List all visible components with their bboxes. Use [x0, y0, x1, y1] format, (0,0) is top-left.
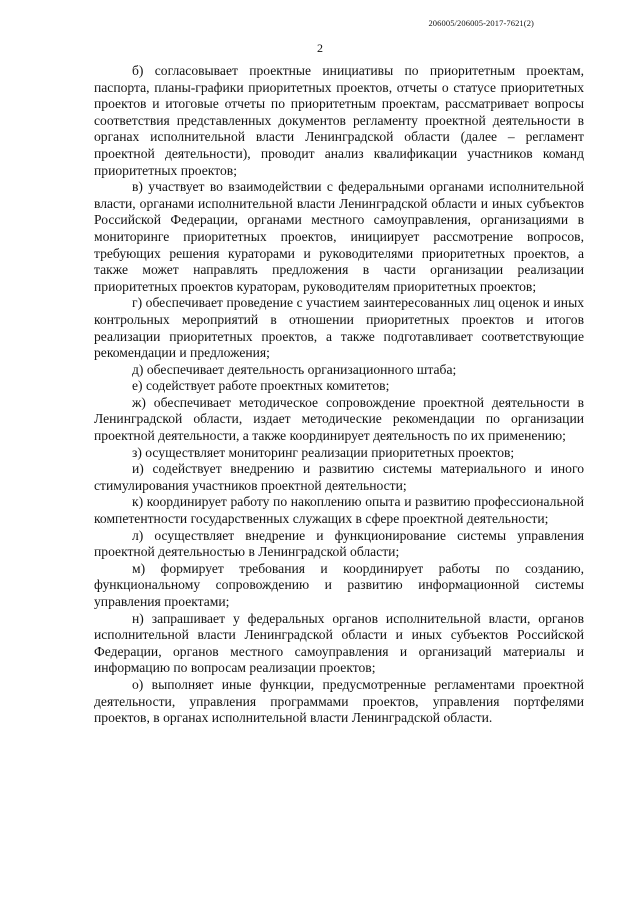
paragraph-z: з) осуществляет мониторинг реализации приоритетных проектов; — [132, 444, 515, 460]
paragraph-g: г) обеспечивает проведение с участием заинтересованных лиц оценок и иных контрольных мероприятий в отношении приоритетных проектов и итогов реализации приоритетных проектов, а также подготавливает соответствующие рекомендации и предложения; — [94, 295, 584, 361]
paragraph-e: е) содействует работе проектных комитетов; — [132, 378, 390, 394]
paragraph-l: л) осуществляет внедрение и функционирование системы управления проектной деятельностью в Ленинградской области; — [94, 527, 584, 560]
paragraph-m: м) формирует требования и координирует работы по созданию, функциональному сопровождению и развитию информационной системы управления проектами; — [94, 560, 584, 609]
paragraph-n: н) запрашивает у федеральных органов исполнительной власти, органов исполнительной власти Ленинградской области и иных субъектов Российской Федерации, органов местного самоуправления и организаций материалы и информацию по вопросам реализации проектов; — [94, 610, 584, 676]
document-body — [94, 63, 584, 727]
paragraph-i: и) содействует внедрению и развитию системы материального и иного стимулирования участников проектной деятельности; — [94, 461, 584, 493]
document-code: 206005/206005-2017-7621(2) — [428, 18, 534, 28]
paragraph-v: в) участвует во взаимодействии с федеральными органами исполнительной власти, органами исполнительной власти Ленинградской области и иных субъектов Российской Федерации, органами местного самоуправления, организациями в мониторинге приоритетных проектов, инициирует рассмотрение вопросов, требующих решения кураторами и руководителями приоритетных проектов, а также может направлять предложения в части организации реализации приоритетных проектов кураторам, руководителям приоритетных проектов; — [94, 179, 584, 294]
paragraph-k: к) координирует работу по накоплению опыта и развитию профессиональной компетентности государственных служащих в сфере проектной деятельности; — [94, 494, 584, 527]
paragraph-d: д) обеспечивает деятельность организационного штаба; — [132, 361, 457, 377]
paragraph-o: о) выполняет иные функции, предусмотренные регламентами проектной деятельности, управления программами проектов, управления портфелями проектов, в органах исполнительной власти Ленинградской области. — [94, 676, 584, 726]
paragraph-b: б) согласовывает проектные инициативы по приоритетным проектам, паспорта, планы-графики приоритетных проектов, отчеты о статусе приоритетных проектов и итоговые отчеты по приоритетным проектам, рассматривает вопросы соответствия представленных документов регламенту проектной деятельности в органах исполнительной власти Ленинградской области (далее – регламент проектной деятельности), проводит анализ квалификации участников команд приоритетных проектов; — [94, 63, 584, 178]
paragraph-zh: ж) обеспечивает методическое сопровождение проектной деятельности в Ленинградской области, издает методические рекомендации по организации проектной деятельности, а также координирует деятельность по их применению; — [94, 394, 584, 444]
page-number: 2 — [317, 41, 323, 55]
